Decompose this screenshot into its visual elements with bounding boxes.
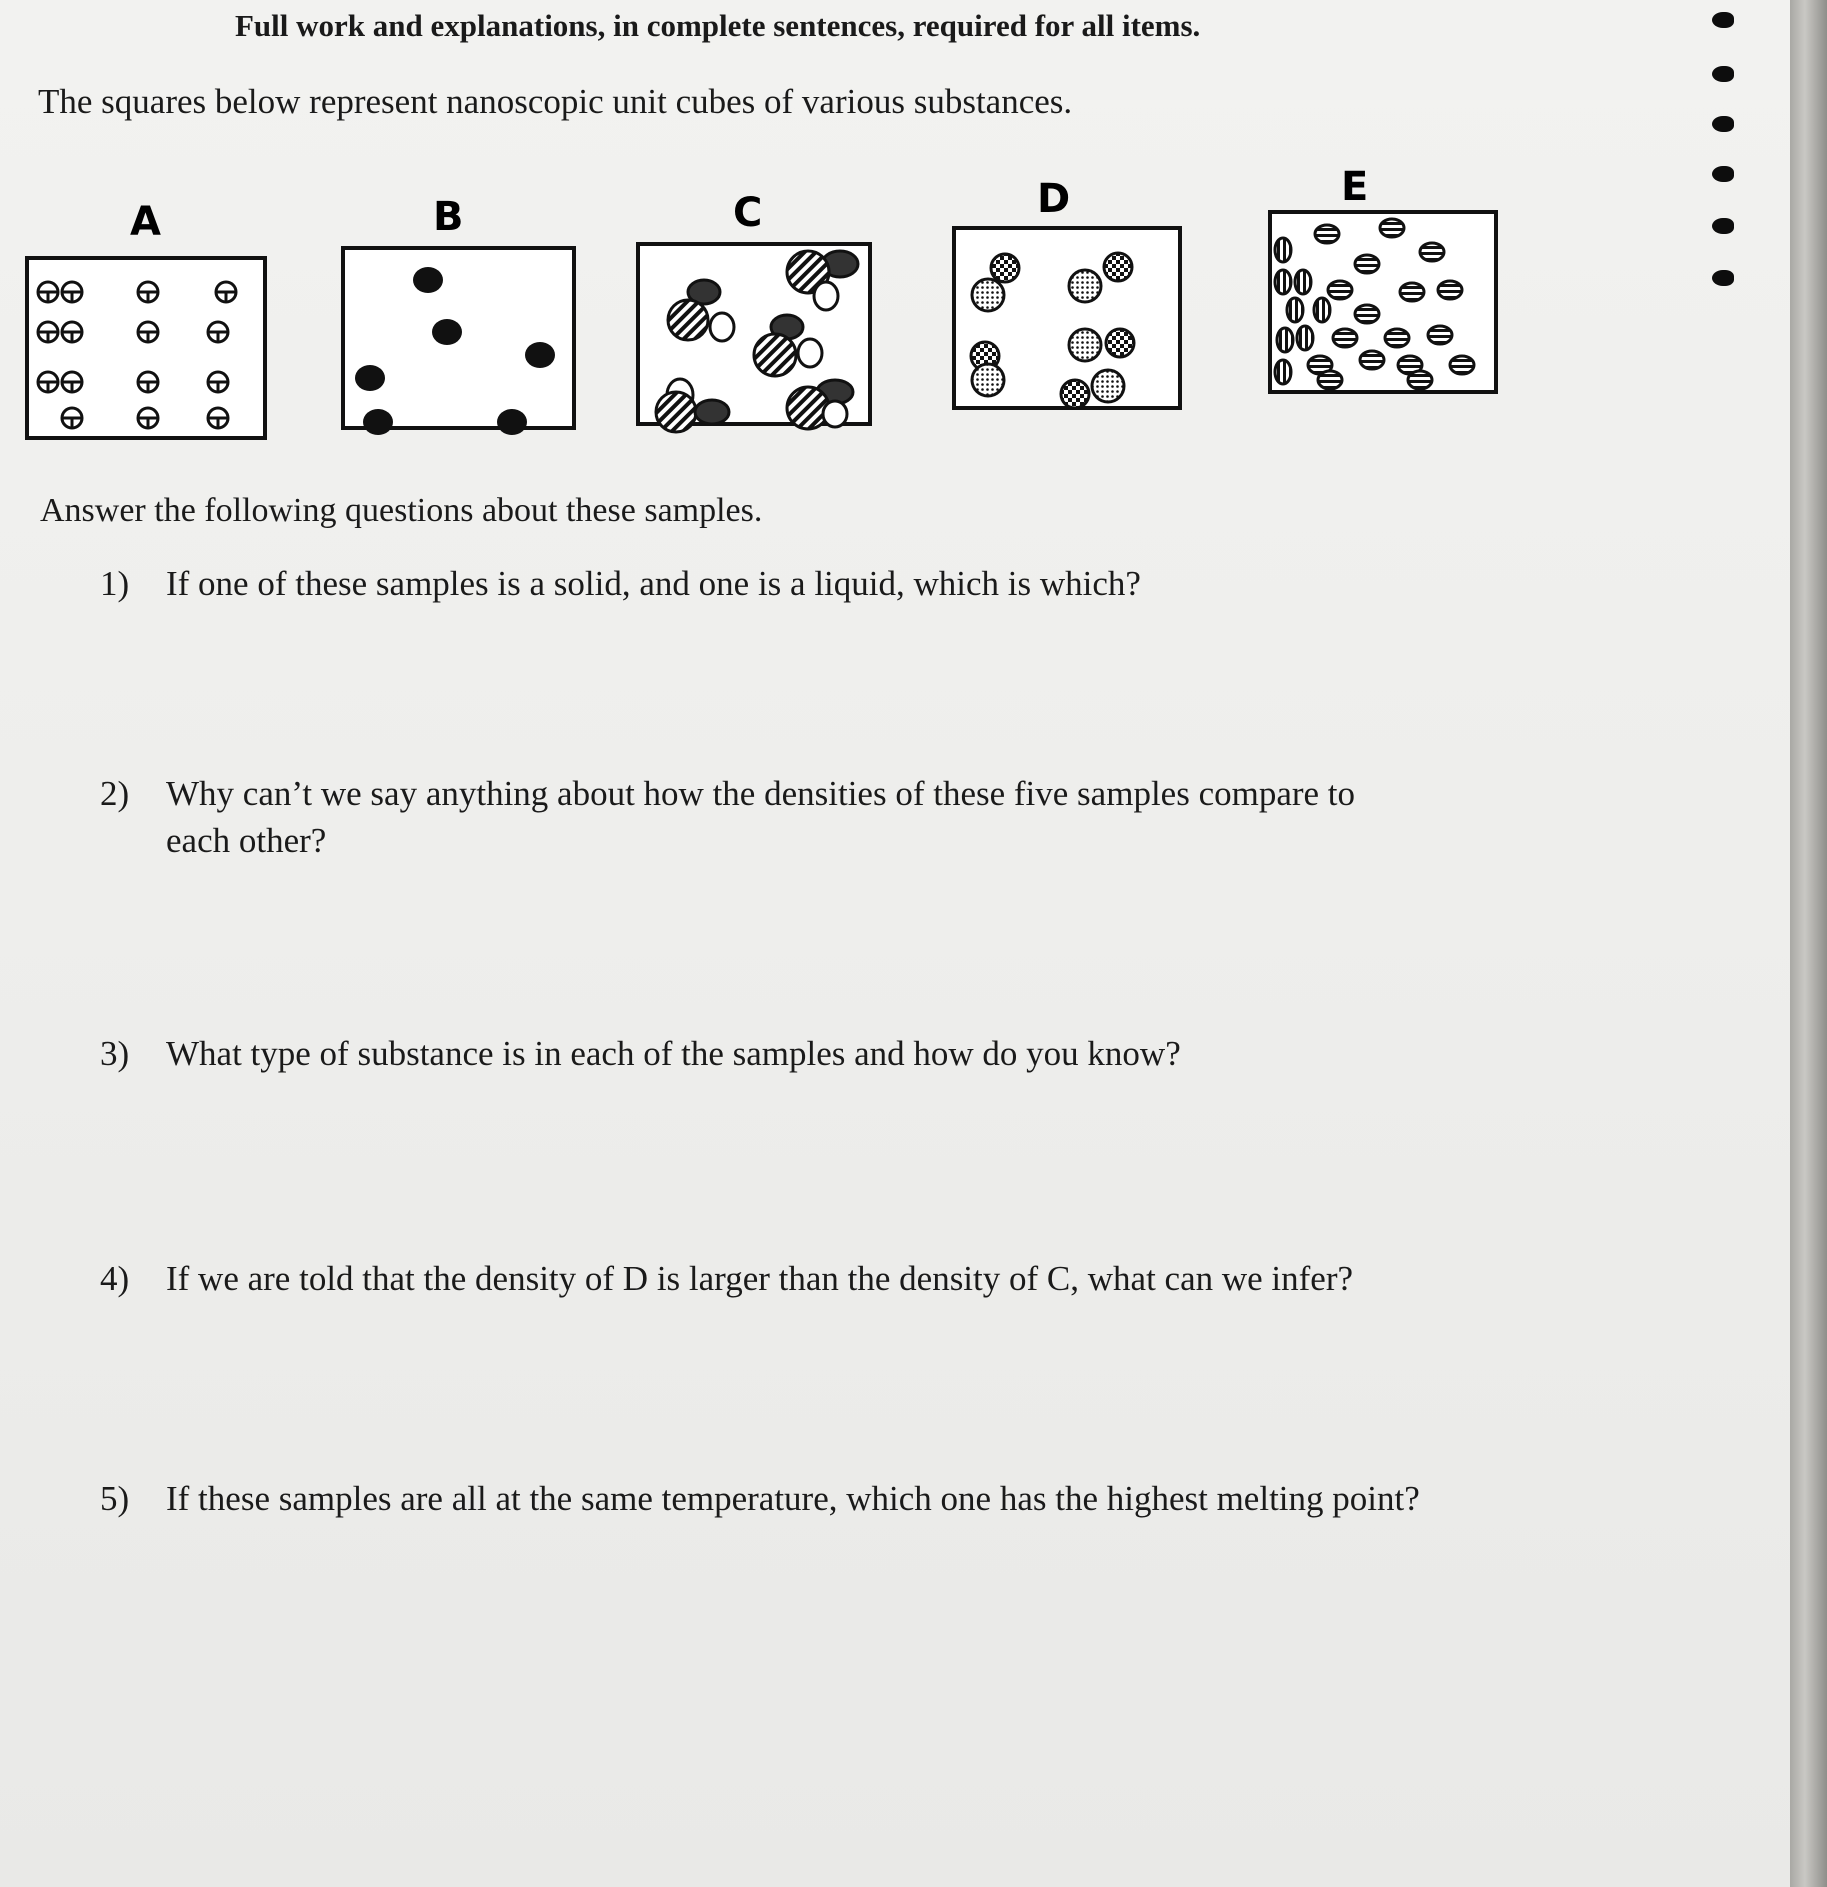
- question-2: [100, 770, 1520, 865]
- binding-hole: [1712, 270, 1734, 286]
- sample-label-b: B: [433, 194, 464, 240]
- question-text: If one of these samples is a solid, and one is a liquid, which is which?: [166, 564, 1141, 603]
- binding-hole: [1712, 12, 1734, 28]
- binding-hole: [1712, 166, 1734, 182]
- worksheet-header: Full work and explanations, in complete sentences, required for all items.: [235, 8, 1201, 43]
- question-number: 1): [100, 564, 130, 603]
- question-text: Why can’t we say anything about how the densities of these five samples compare to: [166, 774, 1356, 813]
- question-number: 2): [100, 774, 130, 813]
- sample-diagrams: [0, 160, 1520, 480]
- question-text-continued: each other?: [166, 821, 327, 861]
- question-number: 5): [100, 1479, 130, 1518]
- question-text: If we are told that the density of D is larger than the density of C, what can we infer?: [166, 1259, 1354, 1298]
- answer-intro: Answer the following questions about these samples.: [40, 492, 763, 529]
- question-text: What type of substance is in each of the samples and how do you know?: [166, 1034, 1181, 1073]
- question-number: 4): [100, 1259, 130, 1298]
- question-4: [100, 1255, 1520, 1302]
- binding-hole: [1712, 66, 1734, 82]
- question-number: 3): [100, 1034, 130, 1073]
- sample-label-d: D: [1037, 176, 1071, 222]
- question-5: [100, 1475, 1520, 1522]
- binding-hole: [1712, 218, 1734, 234]
- intro-text: The squares below represent nanoscopic unit cubes of various substances.: [38, 82, 1073, 121]
- sample-label-c: C: [733, 190, 763, 236]
- question-3: [100, 1030, 1520, 1077]
- page-stack-edge: [1790, 0, 1827, 1887]
- sample-label-e: E: [1341, 164, 1369, 210]
- question-text: If these samples are all at the same temperature, which one has the highest melting point?: [166, 1479, 1420, 1518]
- question-1: [100, 560, 1520, 607]
- sample-label-a: A: [130, 199, 161, 245]
- binding-hole: [1712, 116, 1734, 132]
